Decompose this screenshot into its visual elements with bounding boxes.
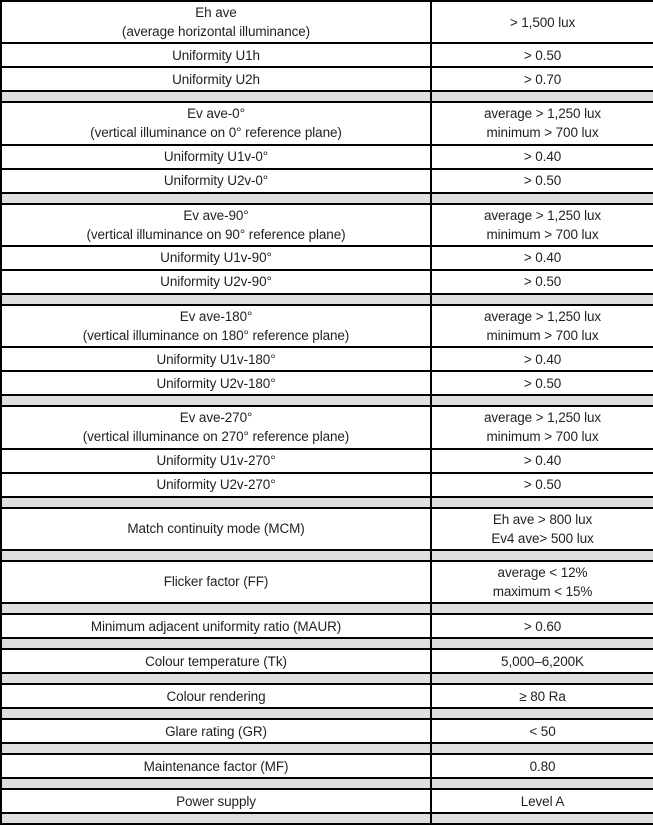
- parameter-text-line: Glare rating (GR): [165, 723, 267, 739]
- parameter-cell: [1, 1, 431, 43]
- table-spacer-row: [1, 294, 653, 305]
- value-cell: [431, 508, 653, 550]
- parameter-cell: [1, 371, 431, 395]
- value-cell: [431, 43, 653, 67]
- table-spacer-row: [1, 708, 653, 719]
- parameter-cell: [1, 719, 431, 743]
- table-spacer-row: [1, 743, 653, 754]
- value-text-line: minimum > 700 lux: [486, 125, 599, 141]
- parameter-cell: [1, 102, 431, 144]
- parameter-text-line: Colour rendering: [166, 688, 266, 704]
- table-spacer-row: [1, 638, 653, 649]
- value-text-line: > 0.70: [523, 71, 562, 87]
- spacer-cell-parameter: [1, 91, 431, 102]
- table-spacer-row: [1, 395, 653, 406]
- value-cell: [431, 204, 653, 246]
- parameter-text-line: Minimum adjacent uniformity ratio (MAUR): [90, 618, 342, 634]
- parameter-text-line: Uniformity U2v-90°: [160, 274, 272, 290]
- table-row: [1, 371, 653, 395]
- table-row: [1, 145, 653, 169]
- spacer-cell-value: [431, 603, 653, 614]
- value-text-line: > 0.50: [523, 274, 562, 290]
- table-row: [1, 270, 653, 294]
- parameter-text-line: (vertical illuminance on 180° reference plane): [82, 328, 350, 344]
- value-cell: [431, 246, 653, 270]
- value-text-line: minimum > 700 lux: [486, 429, 599, 445]
- table-row: [1, 684, 653, 708]
- value-text-line: > 0.40: [523, 149, 562, 165]
- table-row: [1, 473, 653, 497]
- spacer-cell-parameter: [1, 813, 431, 824]
- parameter-cell: [1, 614, 431, 638]
- spacer-cell-value: [431, 91, 653, 102]
- spacer-cell-value: [431, 395, 653, 406]
- value-cell: [431, 684, 653, 708]
- table-row: [1, 67, 653, 91]
- table-row: [1, 614, 653, 638]
- table-row: [1, 305, 653, 347]
- spacer-cell-value: [431, 550, 653, 561]
- value-text-line: ≥ 80 Ra: [519, 688, 566, 704]
- table-row: [1, 246, 653, 270]
- parameter-cell: [1, 169, 431, 193]
- spacer-cell-parameter: [1, 550, 431, 561]
- parameter-text-line: Eh ave: [195, 5, 237, 20]
- table-spacer-row: [1, 813, 653, 824]
- parameter-cell: [1, 684, 431, 708]
- table-row: [1, 649, 653, 673]
- value-cell: [431, 649, 653, 673]
- parameter-cell: [1, 305, 431, 347]
- value-cell: [431, 561, 653, 603]
- parameter-text-line: Match continuity mode (MCM): [127, 521, 305, 537]
- value-text-line: > 0.50: [523, 476, 562, 492]
- spacer-cell-value: [431, 778, 653, 789]
- spacer-cell-value: [431, 673, 653, 684]
- spacer-cell-parameter: [1, 193, 431, 204]
- parameter-text-line: Power supply: [176, 793, 256, 809]
- parameter-cell: [1, 473, 431, 497]
- parameter-text-line: (average horizontal illuminance): [121, 24, 311, 40]
- parameter-text-line: Uniformity U2h: [172, 71, 260, 87]
- table-row: [1, 1, 653, 43]
- spacer-cell-parameter: [1, 778, 431, 789]
- value-cell: [431, 371, 653, 395]
- parameter-text-line: Uniformity U1v-180°: [156, 351, 276, 367]
- spacer-cell-value: [431, 813, 653, 824]
- table-row: [1, 449, 653, 473]
- parameter-cell: [1, 270, 431, 294]
- table-row: [1, 719, 653, 743]
- parameter-cell: [1, 145, 431, 169]
- spacer-cell-value: [431, 497, 653, 508]
- value-cell: [431, 473, 653, 497]
- value-cell: [431, 270, 653, 294]
- value-text-line: average > 1,250 lux: [483, 106, 602, 122]
- parameter-text-line: Colour temperature (Tk): [145, 653, 287, 669]
- spacer-cell-parameter: [1, 708, 431, 719]
- spacer-cell-parameter: [1, 294, 431, 305]
- value-text-line: > 0.50: [523, 173, 562, 189]
- parameter-cell: [1, 43, 431, 67]
- table-spacer-row: [1, 778, 653, 789]
- table-row: [1, 169, 653, 193]
- value-text-line: < 50: [529, 723, 556, 739]
- value-text-line: > 0.60: [523, 618, 562, 634]
- table-row: [1, 508, 653, 550]
- table-spacer-row: [1, 193, 653, 204]
- parameter-text-line: Uniformity U2v-270°: [156, 476, 276, 492]
- parameter-text-line: Uniformity U2v-180°: [156, 375, 276, 391]
- spacer-cell-value: [431, 638, 653, 649]
- table-row: [1, 406, 653, 448]
- spacer-cell-value: [431, 743, 653, 754]
- value-text-line: average > 1,250 lux: [483, 410, 602, 426]
- value-text-line: 0.80: [529, 758, 556, 774]
- value-cell: [431, 1, 653, 43]
- parameter-text-line: Ev ave-90°: [183, 207, 249, 223]
- value-text-line: minimum > 700 lux: [486, 226, 599, 242]
- parameter-text-line: Uniformity U1v-90°: [160, 250, 272, 266]
- value-text-line: > 0.40: [523, 452, 562, 468]
- table-spacer-row: [1, 550, 653, 561]
- value-text-line: > 0.50: [523, 375, 562, 391]
- parameter-text-line: Maintenance factor (MF): [143, 758, 289, 774]
- parameter-cell: [1, 246, 431, 270]
- parameter-cell: [1, 406, 431, 448]
- value-cell: [431, 754, 653, 778]
- table-body: [1, 1, 653, 824]
- parameter-cell: [1, 754, 431, 778]
- table-spacer-row: [1, 91, 653, 102]
- spacer-cell-parameter: [1, 395, 431, 406]
- parameter-text-line: Flicker factor (FF): [163, 574, 269, 590]
- value-cell: [431, 67, 653, 91]
- value-cell: [431, 406, 653, 448]
- table-spacer-row: [1, 603, 653, 614]
- value-text-line: maximum < 15%: [492, 584, 593, 600]
- table-row: [1, 347, 653, 371]
- value-text-line: minimum > 700 lux: [486, 328, 599, 344]
- parameter-text-line: (vertical illuminance on 0° reference plane): [90, 125, 342, 141]
- parameter-cell: [1, 449, 431, 473]
- spacer-cell-parameter: [1, 673, 431, 684]
- value-text-line: Level A: [520, 793, 565, 809]
- value-text-line: average > 1,250 lux: [483, 207, 602, 223]
- value-cell: [431, 102, 653, 144]
- value-cell: [431, 719, 653, 743]
- spacer-cell-value: [431, 294, 653, 305]
- parameter-cell: [1, 508, 431, 550]
- value-cell: [431, 305, 653, 347]
- value-cell: [431, 169, 653, 193]
- parameter-text-line: Uniformity U1h: [172, 47, 260, 63]
- parameter-text-line: Uniformity U1v-270°: [156, 452, 276, 468]
- table-row: [1, 43, 653, 67]
- spacer-cell-parameter: [1, 603, 431, 614]
- value-cell: [431, 347, 653, 371]
- table-spacer-row: [1, 497, 653, 508]
- parameter-text-line: Uniformity U2v-0°: [163, 173, 269, 189]
- value-text-line: Eh ave > 800 lux: [492, 511, 593, 527]
- parameter-cell: [1, 347, 431, 371]
- spacer-cell-parameter: [1, 743, 431, 754]
- value-text-line: 5,000–6,200K: [501, 653, 584, 669]
- parameter-text-line: (vertical illuminance on 90° reference plane): [86, 226, 346, 242]
- spacer-cell-value: [431, 708, 653, 719]
- value-cell: [431, 449, 653, 473]
- spacer-cell-value: [431, 193, 653, 204]
- value-text-line: > 0.50: [523, 47, 562, 63]
- value-text-line: Ev4 ave> 500 lux: [491, 530, 594, 546]
- table-row: [1, 754, 653, 778]
- value-cell: [431, 145, 653, 169]
- table-row: [1, 204, 653, 246]
- value-text-line: average < 12%: [497, 564, 588, 580]
- parameter-cell: [1, 561, 431, 603]
- parameter-text-line: Ev ave-0°: [187, 106, 245, 122]
- value-text-line: > 1,500 lux: [509, 14, 576, 30]
- parameter-text-line: (vertical illuminance on 270° reference plane): [82, 429, 350, 445]
- parameter-cell: [1, 204, 431, 246]
- spacer-cell-parameter: [1, 497, 431, 508]
- value-text-line: > 0.40: [523, 351, 562, 367]
- parameter-cell: [1, 67, 431, 91]
- table-spacer-row: [1, 673, 653, 684]
- parameter-text-line: Uniformity U1v-0°: [163, 149, 269, 165]
- parameter-text-line: Ev ave-270°: [179, 410, 253, 426]
- spacer-cell-parameter: [1, 638, 431, 649]
- parameter-cell: [1, 649, 431, 673]
- parameter-text-line: Ev ave-180°: [179, 308, 253, 324]
- value-text-line: average > 1,250 lux: [483, 308, 602, 324]
- table-row: [1, 561, 653, 603]
- table-row: [1, 102, 653, 144]
- value-text-line: > 0.40: [523, 250, 562, 266]
- value-cell: [431, 614, 653, 638]
